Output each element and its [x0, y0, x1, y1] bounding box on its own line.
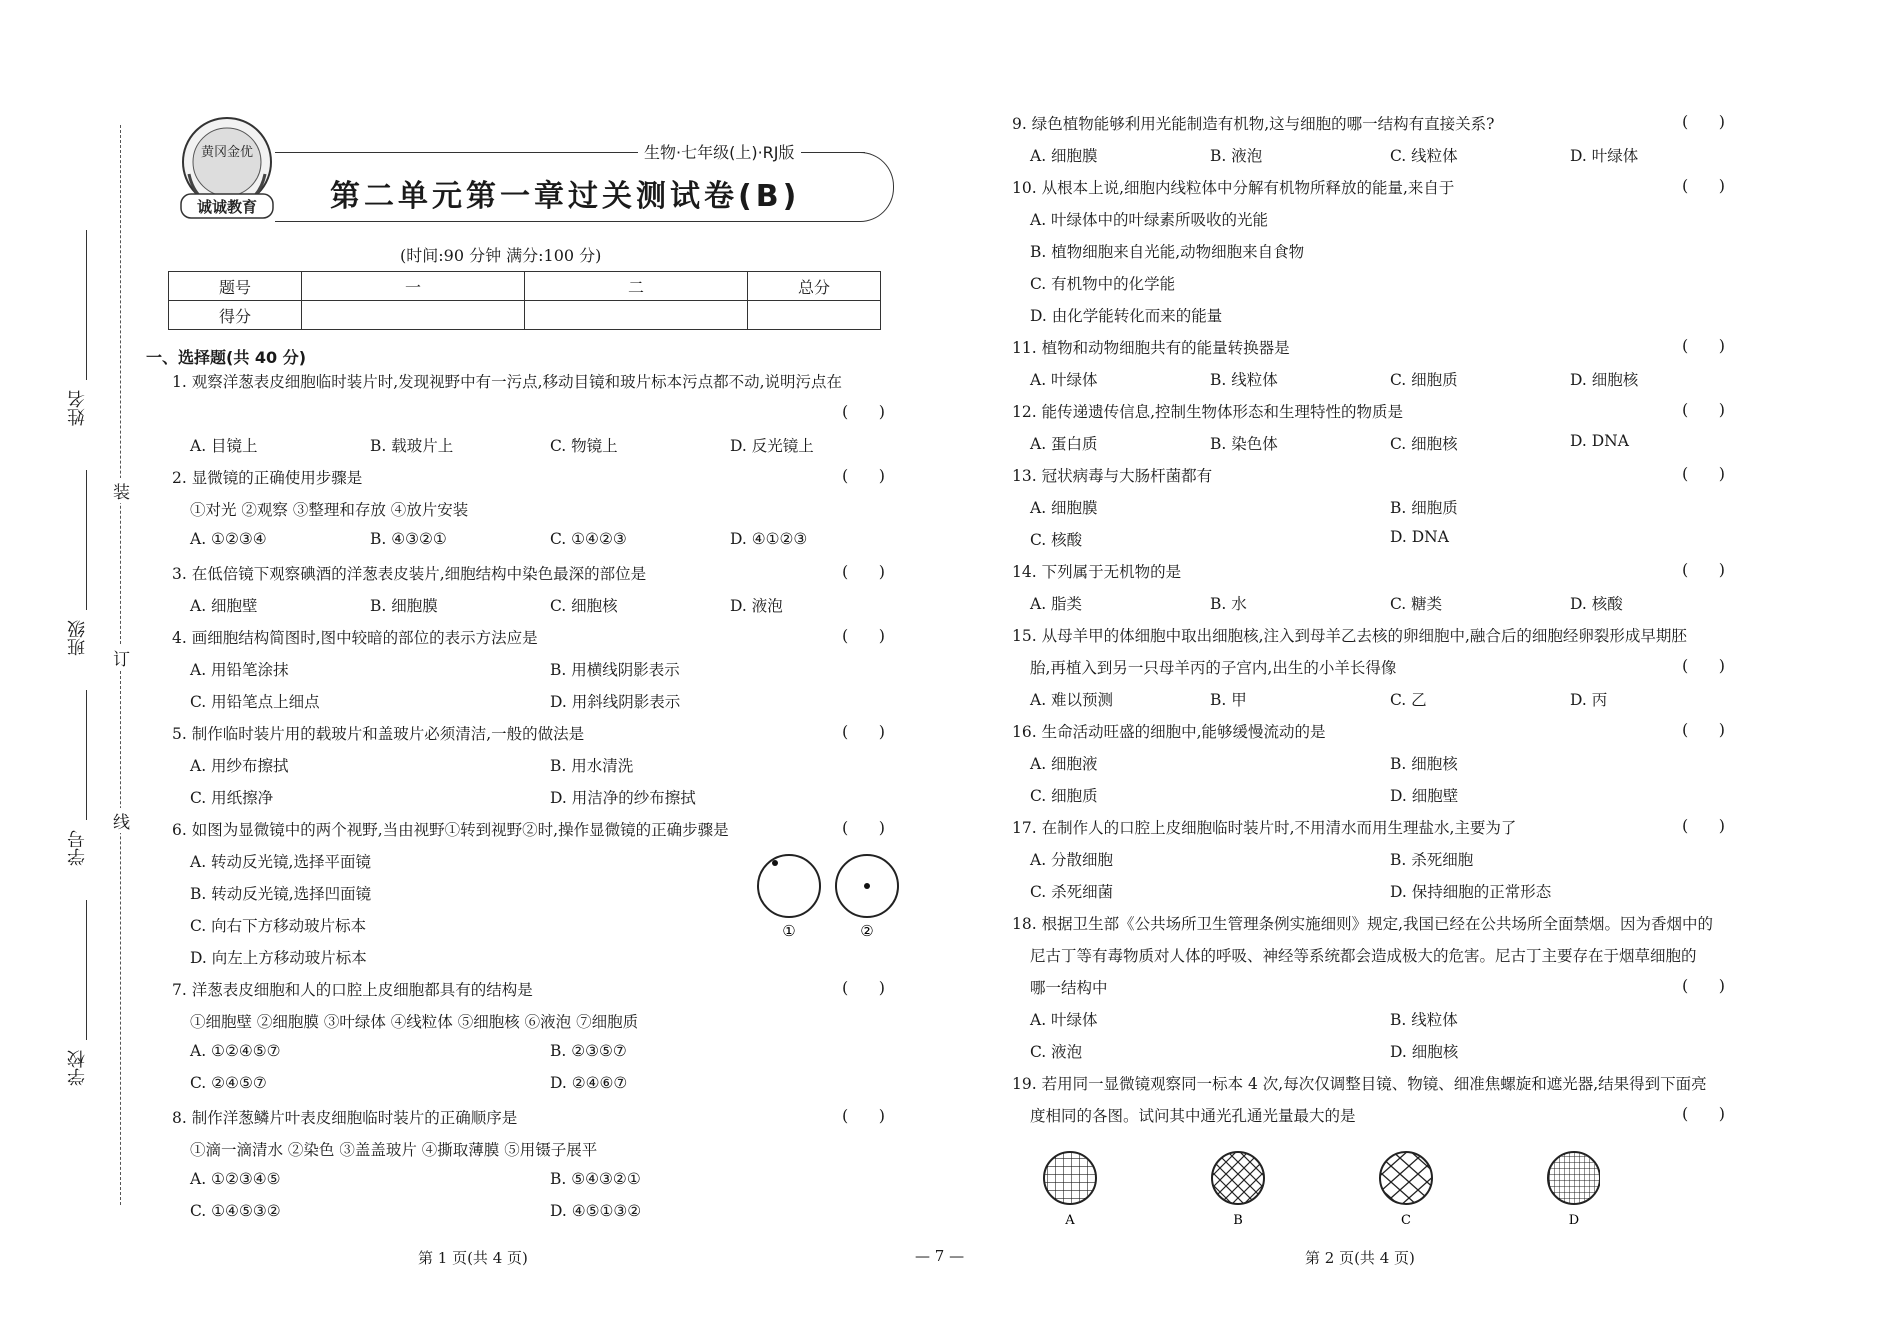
field-c-label: C — [1401, 1213, 1411, 1228]
right-question-line: 16. 生命活动旺盛的细胞中,能够缓慢流动的是 — [1012, 723, 1326, 741]
left-question-line: 7. 洋葱表皮细胞和人的口腔上皮细胞都具有的结构是 — [172, 981, 533, 999]
answer-blank[interactable]: ( ) — [842, 562, 885, 581]
right-question-line: B. 液泡 — [1210, 147, 1263, 165]
score-header-cell: 总分 — [748, 272, 881, 301]
right-question-line: A. 分散细胞 — [1030, 851, 1114, 869]
right-question-line: 尼古丁等有毒物质对人体的呼吸、神经等系统都会造成极大的危害。尼古丁主要存在于烟草细胞的 — [1030, 947, 1697, 965]
right-question-line: B. 植物细胞来自光能,动物细胞来自食物 — [1030, 243, 1305, 261]
field-a — [1044, 1152, 1096, 1204]
left-question-line: A. 用纱布擦拭 — [190, 757, 289, 775]
right-question-line: A. 细胞膜 — [1030, 499, 1098, 517]
right-question-line: D. 细胞核 — [1570, 371, 1639, 389]
answer-blank[interactable]: ( ) — [842, 466, 885, 485]
field-a-label: A — [1065, 1213, 1075, 1228]
right-question-line: A. 细胞液 — [1030, 755, 1098, 773]
left-question-line: C. 细胞核 — [550, 597, 618, 615]
field-c — [1380, 1152, 1432, 1204]
left-question-line: C. ②④⑤⑦ — [190, 1074, 267, 1092]
left-question-line: 4. 画细胞结构简图时,图中较暗的部位的表示方法应是 — [172, 629, 538, 647]
left-question-line: 6. 如图为显微镜中的两个视野,当由视野①转到视野②时,操作显微镜的正确步骤是 — [172, 821, 729, 839]
school-blank[interactable] — [86, 900, 87, 1040]
subject-label: 生物·七年级(上)·RJ版 — [638, 140, 801, 163]
right-question-line: C. 有机物中的化学能 — [1030, 275, 1176, 293]
publisher-logo — [175, 114, 285, 222]
footer-page-number: — 7 — — [915, 1247, 965, 1265]
answer-blank[interactable]: ( ) — [842, 818, 885, 837]
left-question-line: A. 转动反光镜,选择平面镜 — [190, 853, 371, 871]
answer-blank[interactable]: ( ) — [1682, 112, 1725, 131]
right-question-line: D. 核酸 — [1570, 595, 1623, 613]
right-question-line: 14. 下列属于无机物的是 — [1012, 563, 1182, 581]
left-question-line: C. 用纸擦净 — [190, 789, 274, 807]
right-question-line: A. 细胞膜 — [1030, 147, 1098, 165]
time-note: (时间:90 分钟 满分:100 分) — [400, 246, 602, 265]
left-question-line: A. 细胞壁 — [190, 597, 258, 615]
right-question-line: D. 丙 — [1570, 691, 1608, 709]
right-question-line: D. DNA — [1390, 528, 1449, 546]
right-question-line: C. 细胞核 — [1390, 435, 1458, 453]
left-question-line: B. ⑤④③②① — [550, 1170, 641, 1188]
left-question-line: D. 反光镜上 — [730, 437, 814, 455]
footer-page-right: 第 2 页(共 4 页) — [1305, 1249, 1415, 1267]
left-question-line: D. 液泡 — [730, 597, 783, 615]
left-question-line: D. 用斜线阴影表示 — [550, 693, 681, 711]
answer-blank[interactable]: ( ) — [842, 722, 885, 741]
right-question-line: C. 细胞质 — [1030, 787, 1098, 805]
right-question-line: 18. 根据卫生部《公共场所卫生管理条例实施细则》规定,我国已经在公共场所全面禁烟。因为香烟中的 — [1012, 915, 1714, 933]
answer-blank[interactable]: ( ) — [1682, 464, 1725, 483]
bind-word-ding: 订 — [113, 645, 130, 670]
left-question-line: A. ①②③④⑤ — [190, 1170, 281, 1188]
field-d-label: D — [1568, 1213, 1580, 1228]
left-question-line: ①滴一滴清水 ②染色 ③盖盖玻片 ④撕取薄膜 ⑤用镊子展平 — [190, 1141, 598, 1159]
left-question-line: C. 物镜上 — [550, 437, 618, 455]
field-b — [1212, 1152, 1264, 1204]
right-question-line: B. 细胞质 — [1390, 499, 1458, 517]
answer-blank[interactable]: ( ) — [1682, 656, 1725, 675]
right-question-line: C. 乙 — [1390, 691, 1427, 709]
field-d — [1548, 1152, 1600, 1204]
score-header-cell: 题号 — [169, 272, 302, 301]
left-question-line: D. 向左上方移动玻片标本 — [190, 949, 367, 967]
left-question-line: C. ①④⑤③② — [190, 1202, 281, 1220]
left-question-line: D. 用洁净的纱布擦拭 — [550, 789, 696, 807]
score-input-cell[interactable] — [302, 301, 525, 330]
answer-blank[interactable]: ( ) — [1682, 720, 1725, 739]
left-question-line: ①细胞壁 ②细胞膜 ③叶绿体 ④线粒体 ⑤细胞核 ⑥液泡 ⑦细胞质 — [190, 1013, 639, 1031]
right-question-line: B. 线粒体 — [1210, 371, 1278, 389]
score-header-cell: 一 — [302, 272, 525, 301]
name-label: 姓名 — [67, 390, 88, 426]
view-1-circle — [758, 855, 820, 917]
answer-blank[interactable]: ( ) — [1682, 336, 1725, 355]
left-question-line: B. ②③⑤⑦ — [550, 1042, 627, 1060]
right-question-line: 度相同的各图。试问其中通光孔通光量最大的是 — [1030, 1107, 1356, 1125]
left-question-line: A. 目镜上 — [190, 437, 258, 455]
page-title: 第二单元第一章过关测试卷(B) — [330, 179, 801, 214]
score-input-cell[interactable] — [525, 301, 748, 330]
right-question-line: B. 染色体 — [1210, 435, 1278, 453]
bind-word-xian: 线 — [113, 808, 130, 833]
school-label: 学校 — [67, 1050, 88, 1086]
right-question-line: B. 水 — [1210, 595, 1247, 613]
student-id-label: 学号 — [67, 830, 88, 866]
right-question-line: 15. 从母羊甲的体细胞中取出细胞核,注入到母羊乙去核的卵细胞中,融合后的细胞经卵裂形成早期胚 — [1012, 627, 1687, 645]
class-label: 班级 — [67, 620, 88, 656]
left-question-line: D. ②④⑥⑦ — [550, 1074, 628, 1092]
left-question-line: 3. 在低倍镜下观察碘酒的洋葱表皮装片,细胞结构中染色最深的部位是 — [172, 565, 647, 583]
field-b-label: B — [1233, 1213, 1243, 1228]
right-question-line: 13. 冠状病毒与大肠杆菌都有 — [1012, 467, 1213, 485]
right-question-line: 9. 绿色植物能够利用光能制造有机物,这与细胞的哪一结构有直接关系? — [1012, 115, 1495, 133]
right-question-line: 19. 若用同一显微镜观察同一标本 4 次,每次仅调整目镜、物镜、细准焦螺旋和遮光器,结果得到下面亮 — [1012, 1075, 1707, 1093]
answer-blank[interactable]: ( ) — [1682, 976, 1725, 995]
answer-blank[interactable]: ( ) — [1682, 1104, 1725, 1123]
right-question-line: D. 叶绿体 — [1570, 147, 1639, 165]
right-question-line: A. 脂类 — [1030, 595, 1083, 613]
right-question-line: A. 叶绿体 — [1030, 1011, 1098, 1029]
right-question-line: A. 难以预测 — [1030, 691, 1114, 709]
left-question-line: B. 细胞膜 — [370, 597, 438, 615]
student-id-blank[interactable] — [86, 690, 87, 820]
left-question-line: 2. 显微镜的正确使用步骤是 — [172, 469, 363, 487]
right-question-line: D. 细胞壁 — [1390, 787, 1459, 805]
left-question-line: ①对光 ②观察 ③整理和存放 ④放片安装 — [190, 501, 469, 519]
right-question-line: C. 杀死细菌 — [1030, 883, 1114, 901]
answer-blank[interactable]: ( ) — [1682, 816, 1725, 835]
view-2-label: ② — [860, 922, 874, 940]
right-question-line: D. 保持细胞的正常形态 — [1390, 883, 1552, 901]
right-question-line: 17. 在制作人的口腔上皮细胞临时装片时,不用清水而用生理盐水,主要为了 — [1012, 819, 1517, 837]
answer-blank[interactable]: ( ) — [1682, 176, 1725, 195]
left-question-line: C. 用铅笔点上细点 — [190, 693, 320, 711]
q19-figure — [1040, 1150, 1600, 1230]
answer-blank[interactable]: ( ) — [1682, 400, 1725, 419]
left-question-line: A. ①②③④ — [190, 530, 267, 548]
right-question-line: D. 由化学能转化而来的能量 — [1030, 307, 1223, 325]
right-question-line: B. 线粒体 — [1390, 1011, 1458, 1029]
logo-top-text: 黄冈金优 — [200, 145, 254, 160]
score-header-cell: 二 — [525, 272, 748, 301]
right-question-line: A. 蛋白质 — [1030, 435, 1098, 453]
view-1-label: ① — [782, 922, 796, 940]
left-question-line: 5. 制作临时装片用的载玻片和盖玻片必须清洁,一般的做法是 — [172, 725, 585, 743]
right-question-line: B. 杀死细胞 — [1390, 851, 1474, 869]
section-heading: 一、选择题(共 40 分) — [146, 348, 307, 367]
answer-blank[interactable]: ( ) — [1682, 560, 1725, 579]
right-question-line: C. 核酸 — [1030, 531, 1083, 549]
view-1-dot — [772, 860, 778, 866]
right-question-line: C. 线粒体 — [1390, 147, 1458, 165]
right-question-line: 哪一结构中 — [1030, 979, 1108, 997]
bind-word-zhuang: 装 — [113, 478, 130, 503]
left-question-line: C. 向右下方移动玻片标本 — [190, 917, 367, 935]
right-question-line: D. DNA — [1570, 432, 1629, 450]
left-question-line: B. 转动反光镜,选择凹面镜 — [190, 885, 372, 903]
right-question-line: C. 液泡 — [1030, 1043, 1083, 1061]
score-label-cell: 得分 — [169, 301, 302, 330]
left-question-line: B. ④③②① — [370, 530, 447, 548]
right-question-line: 10. 从根本上说,细胞内线粒体中分解有机物所释放的能量,来自于 — [1012, 179, 1455, 197]
name-blank[interactable] — [86, 230, 87, 380]
right-question-line: B. 细胞核 — [1390, 755, 1458, 773]
right-question-line: B. 甲 — [1210, 691, 1247, 709]
left-question-line: C. ①④②③ — [550, 530, 627, 548]
left-question-line: B. 载玻片上 — [370, 437, 454, 455]
class-blank[interactable] — [86, 470, 87, 610]
answer-blank[interactable]: ( ) — [842, 978, 885, 997]
left-question-line: A. ①②④⑤⑦ — [190, 1042, 281, 1060]
logo-bottom-text: 诚诚教育 — [196, 198, 258, 216]
footer-page-left: 第 1 页(共 4 页) — [418, 1249, 528, 1267]
answer-blank[interactable]: ( ) — [842, 626, 885, 645]
right-question-line: A. 叶绿体中的叶绿素所吸收的光能 — [1030, 211, 1269, 229]
score-input-cell[interactable] — [748, 301, 881, 330]
left-question-line: B. 用水清洗 — [550, 757, 634, 775]
right-question-line: A. 叶绿体 — [1030, 371, 1098, 389]
right-question-line: D. 细胞核 — [1390, 1043, 1459, 1061]
left-question-line: A. 用铅笔涂抹 — [190, 661, 289, 679]
right-question-line: C. 糖类 — [1390, 595, 1443, 613]
view-2-dot — [864, 883, 870, 889]
answer-blank[interactable]: ( ) — [842, 1106, 885, 1125]
left-question-line: D. ④①②③ — [730, 530, 808, 548]
right-question-line: 11. 植物和动物细胞共有的能量转换器是 — [1012, 339, 1290, 357]
left-question-line: D. ④⑤①③② — [550, 1202, 642, 1220]
score-table — [168, 271, 881, 330]
answer-blank[interactable]: ( ) — [842, 402, 885, 421]
right-question-line: C. 细胞质 — [1390, 371, 1458, 389]
right-question-line: 12. 能传递遗传信息,控制生物体形态和生理特性的物质是 — [1012, 403, 1404, 421]
right-question-line: 胎,再植入到另一只母羊丙的子宫内,出生的小羊长得像 — [1030, 659, 1397, 677]
left-question-line: B. 用横线阴影表示 — [550, 661, 680, 679]
left-question-line: 8. 制作洋葱鳞片叶表皮细胞临时装片的正确顺序是 — [172, 1109, 518, 1127]
left-question-line: 1. 观察洋葱表皮细胞临时装片时,发现视野中有一污点,移动目镜和玻片标本污点都不动,说明污点在 — [172, 373, 842, 391]
q6-figure — [755, 848, 905, 940]
